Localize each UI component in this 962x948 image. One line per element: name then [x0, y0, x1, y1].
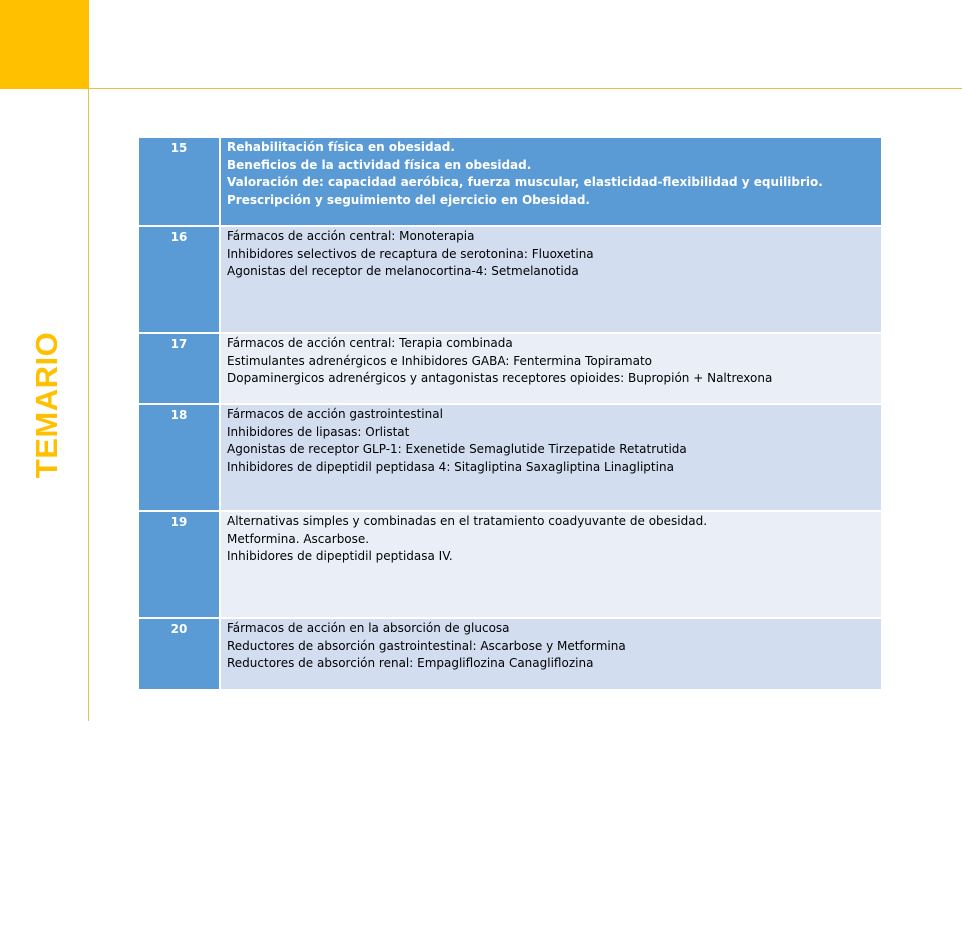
topic-row-15 [138, 137, 882, 226]
topic-line: Fármacos de acción gastrointestinal [227, 407, 443, 421]
topics-table [137, 136, 883, 691]
topic-line: Reductores de absorción gastrointestinal: Ascarbose y Metformina [227, 638, 626, 653]
topic-line: Valoración de: capacidad aeróbica, fuerza muscular, elasticidad-flexibilidad y equilibrio. [227, 175, 823, 189]
topic-row-16 [138, 226, 882, 333]
topic-row-19 [138, 511, 882, 618]
topic-row-20 [138, 618, 882, 690]
header-divider [89, 88, 962, 89]
topic-content [220, 511, 882, 618]
topic-number: 19 [138, 511, 220, 618]
sidebar-divider [88, 89, 89, 721]
topic-line: Agonistas de receptor GLP-1: Exenetide Semaglutide Tirzepatide Retatrutida [227, 442, 687, 456]
topic-row-18 [138, 404, 882, 511]
topic-content [220, 333, 882, 404]
topic-line: Agonistas del receptor de melanocortina-4: Setmelanotida [227, 264, 579, 278]
corner-accent-block [0, 0, 89, 89]
topic-number: 20 [138, 618, 220, 690]
topic-row-17 [138, 333, 882, 404]
topic-line: Inhibidores de lipasas: Orlistat [227, 424, 410, 439]
topic-number: 18 [138, 404, 220, 511]
topic-number: 17 [138, 333, 220, 404]
topic-number: 16 [138, 226, 220, 333]
topic-line: Beneficios de la actividad física en obesidad. [227, 157, 532, 172]
topic-line: Fármacos de acción en la absorción de glucosa [227, 621, 510, 635]
topic-content [220, 137, 882, 226]
topic-line: Prescripción y seguimiento del ejercicio en Obesidad. [227, 192, 590, 207]
topic-line: Inhibidores de dipeptidil peptidasa 4: Sitagliptina Saxagliptina Linagliptina [227, 459, 674, 474]
topic-line: Dopaminergicos adrenérgicos y antagonistas receptores opioides: Bupropión + Naltrexona [227, 371, 773, 385]
topic-line: Inhibidores de dipeptidil peptidasa IV. [227, 549, 453, 563]
topic-number: 15 [138, 137, 220, 226]
topic-line: Estimulantes adrenérgicos e Inhibidores GABA: Fentermina Topiramato [227, 353, 653, 368]
topic-line: Fármacos de acción central: Terapia combinada [227, 336, 513, 350]
topic-line: Reductores de absorción renal: Empagliflozina Canagliflozina [227, 656, 594, 670]
topic-content [220, 618, 882, 690]
topic-line: Metformina. Ascarbose. [227, 531, 370, 546]
topic-line: Inhibidores selectivos de recaptura de serotonina: Fluoxetina [227, 246, 594, 261]
topic-content [220, 404, 882, 511]
topic-line: Fármacos de acción central: Monoterapia [227, 229, 475, 243]
topic-line: Rehabilitación física en obesidad. [227, 140, 455, 154]
topic-content [220, 226, 882, 333]
topic-line: Alternativas simples y combinadas en el tratamiento coadyuvante de obesidad. [227, 514, 708, 528]
sidebar-title: TEMARIO [29, 331, 64, 479]
